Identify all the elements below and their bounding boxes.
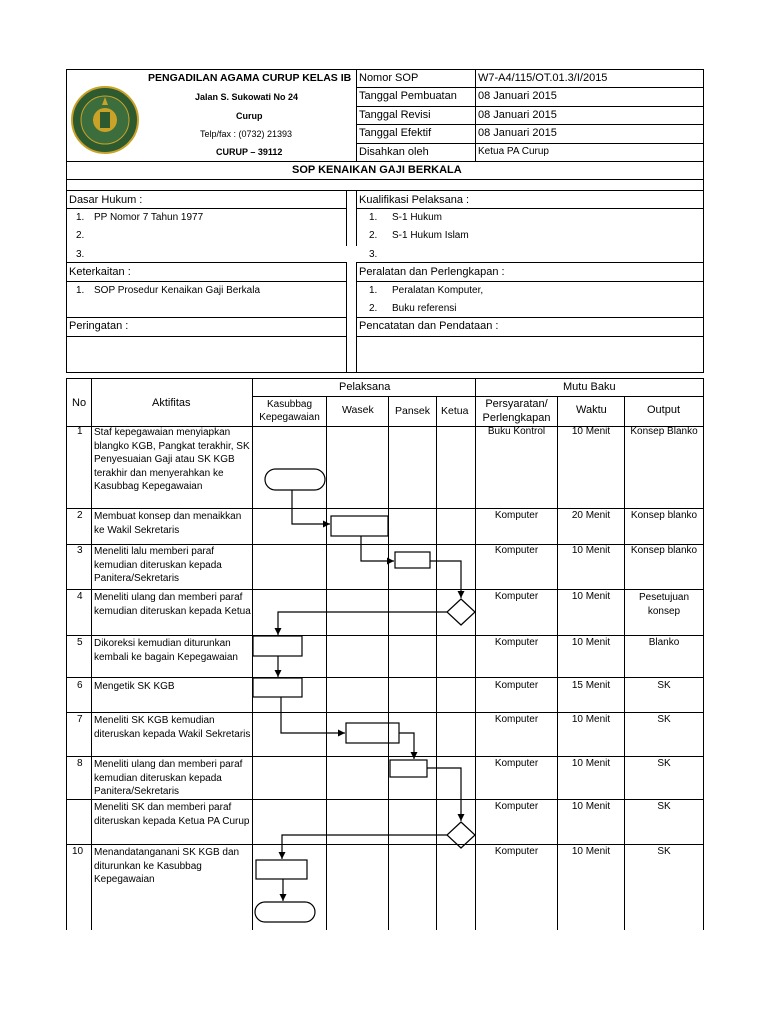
meta-label-pembuatan: Tanggal Pembuatan: [359, 90, 457, 102]
process-box-kasubbag-3: [256, 860, 307, 879]
dasar-hukum-item-1: PP Nomor 7 Tahun 1977: [94, 212, 204, 223]
row-activity: Staf kepegawaian menyiapkan blangko KGB, Pangkat terakhir, SK Penyesuaian Gaji atau SK KGB terakhir dan menyerahkan ke Kasubbag Kepegawaian: [94, 427, 250, 492]
kualifikasi-num-3: 3.: [369, 249, 378, 260]
kualifikasi-num-2: 2.: [369, 230, 378, 241]
org-name: PENGADILAN AGAMA CURUP KELAS IB: [148, 72, 352, 84]
row-requirement: Komputer: [494, 801, 539, 812]
meta-value-pembuatan: 08 Januari 2015: [478, 90, 557, 102]
row-time: 10 Menit: [571, 714, 611, 725]
col-header-persyaratan: Persyaratan/ Perlengkapan: [482, 398, 551, 424]
row-output: SK: [657, 846, 671, 857]
row-time: 20 Menit: [571, 510, 611, 521]
meta-value-revisi: 08 Januari 2015: [478, 109, 557, 121]
col-header-ketua: Ketua: [441, 405, 469, 417]
org-city: Curup: [236, 111, 263, 121]
row-no: 1: [77, 426, 83, 437]
connector-3-4: [430, 561, 461, 598]
row-activity: Meneliti lalu memberi paraf kemudian diteruskan kepada Panitera/Sekretaris: [94, 546, 222, 584]
row-requirement: Komputer: [494, 680, 539, 691]
org-postal: CURUP – 39112: [216, 147, 283, 157]
row-time: 10 Menit: [571, 637, 611, 648]
row-activity: Meneliti SK KGB kemudian diteruskan kepada Wakil Sekretaris: [94, 715, 251, 740]
row-time: 10 Menit: [571, 591, 611, 602]
row-activity: Meneliti ulang dan memberi paraf kemudian diteruskan kepada Panitera/Sekretaris: [94, 759, 243, 797]
meta-label-revisi: Tanggal Revisi: [359, 109, 431, 121]
row-activity: Dikoreksi kemudian diturunkan kembali ke bagain Kepegawaian: [94, 638, 238, 663]
connector-9-10: [282, 835, 447, 859]
kualifikasi-label: Kualifikasi Pelaksana :: [359, 194, 470, 206]
col-header-waktu: Waktu: [576, 404, 607, 416]
meta-value-efektif: 08 Januari 2015: [478, 127, 557, 139]
process-box-kasubbag-1: [253, 636, 302, 656]
row-no: 8: [77, 758, 83, 769]
row-no: 7: [77, 714, 83, 725]
dasar-hukum-label: Dasar Hukum :: [69, 194, 143, 206]
row-time: 10 Menit: [571, 846, 611, 857]
keterkaitan-label: Keterkaitan :: [69, 266, 131, 278]
connector-6-7: [281, 697, 345, 733]
meta-value-disahkan: Ketua PA Curup: [478, 146, 549, 157]
process-box-wasek-1: [331, 516, 388, 536]
meta-value-nomor: W7-A4/115/OT.01.3/I/2015: [478, 72, 608, 84]
row-activity: Mengetik SK KGB: [94, 681, 175, 692]
row-time: 10 Menit: [571, 758, 611, 769]
row-output: SK: [657, 758, 671, 769]
connector-2-3: [361, 536, 394, 561]
connector-7-8: [399, 733, 414, 759]
start-terminator: [265, 469, 325, 490]
row-requirement: Komputer: [494, 545, 539, 556]
row-requirement: Komputer: [494, 846, 539, 857]
decision-ketua-1: [447, 599, 475, 625]
row-output: Konsep blanko: [630, 510, 698, 521]
col-header-kasubbag: Kasubbag Kepegawaian: [259, 399, 320, 423]
peralatan-num-2: 2.: [369, 303, 378, 314]
row-time: 10 Menit: [571, 426, 611, 437]
meta-label-efektif: Tanggal Efektif: [359, 127, 432, 139]
pencatatan-label: Pencatatan dan Pendataan :: [359, 320, 499, 332]
row-output: Konsep Blanko: [630, 426, 698, 437]
row-output: SK: [657, 680, 671, 691]
row-activity: Meneliti SK dan memberi paraf diteruskan kepada Ketua PA Curup: [94, 802, 250, 827]
col-header-aktifitas: Aktifitas: [152, 397, 191, 409]
row-requirement: Komputer: [494, 637, 539, 648]
row-activity: Meneliti ulang dan memberi paraf kemudian diteruskan kepada Ketua: [94, 592, 251, 617]
peringatan-label: Peringatan :: [69, 320, 129, 332]
row-time: 15 Menit: [571, 680, 611, 691]
row-no: 10: [72, 846, 84, 857]
meta-label-nomor: Nomor SOP: [359, 72, 419, 84]
row-output: Konsep blanko: [630, 545, 698, 556]
row-output: SK: [657, 714, 671, 725]
col-header-pansek: Pansek: [395, 405, 431, 417]
col-header-mutu-baku: Mutu Baku: [563, 381, 616, 393]
row-output: SK: [657, 801, 671, 812]
row-requirement: Komputer: [494, 591, 539, 602]
row-time: 10 Menit: [571, 801, 611, 812]
row-activity: Membuat konsep dan menaikkan ke Wakil Sekretaris: [94, 511, 242, 536]
row-no: 5: [77, 637, 83, 648]
connector-1-2: [292, 490, 330, 524]
row-output: Blanko: [648, 637, 680, 648]
meta-label-disahkan: Disahkan oleh: [359, 146, 429, 158]
org-phone: Telp/fax : (0732) 21393: [200, 129, 293, 139]
col-header-output: Output: [647, 404, 681, 416]
peralatan-num-1: 1.: [369, 285, 378, 296]
row-requirement: Komputer: [494, 758, 539, 769]
row-time: 10 Menit: [571, 545, 611, 556]
connector-4-5: [278, 612, 447, 635]
peralatan-item-2: Buku referensi: [392, 303, 457, 314]
process-box-wasek-2: [346, 723, 399, 743]
col-header-wasek: Wasek: [342, 404, 374, 416]
row-no: 3: [77, 545, 83, 556]
kualifikasi-item-2: S-1 Hukum Islam: [392, 230, 469, 241]
kualifikasi-item-1: S-1 Hukum: [392, 212, 443, 223]
row-activity: Menandatanganani SK KGB dan diturunkan ke Kasubbag Kepegawaian: [94, 847, 240, 885]
end-terminator: [255, 902, 315, 922]
peralatan-item-1: Peralatan Komputer,: [392, 285, 484, 296]
row-requirement: Buku Kontrol: [487, 426, 546, 437]
dasar-hukum-num-2: 2.: [76, 230, 85, 241]
process-box-pansek-2: [390, 760, 427, 777]
decision-ketua-2: [447, 822, 475, 848]
row-no: 2: [77, 510, 83, 521]
row-requirement: Komputer: [494, 510, 539, 521]
connector-8-9: [427, 768, 461, 821]
dasar-hukum-num-1: 1.: [76, 212, 85, 223]
process-box-kasubbag-2: [253, 678, 302, 697]
process-box-pansek-1: [395, 552, 430, 568]
col-header-no: No: [72, 397, 87, 409]
row-requirement: Komputer: [494, 714, 539, 725]
kualifikasi-num-1: 1.: [369, 212, 378, 223]
dasar-hukum-num-3: 3.: [76, 249, 85, 260]
keterkaitan-num-1: 1.: [76, 285, 85, 296]
row-output: Pesetujuan konsep: [638, 592, 690, 617]
org-address: Jalan S. Sukowati No 24: [195, 92, 299, 102]
peralatan-label: Peralatan dan Perlengkapan :: [359, 266, 505, 278]
row-no: 4: [77, 591, 83, 602]
keterkaitan-item-1: SOP Prosedur Kenaikan Gaji Berkala: [94, 285, 261, 296]
row-no: 6: [77, 680, 83, 691]
col-header-pelaksana: Pelaksana: [339, 381, 391, 393]
document-title: SOP KENAIKAN GAJI BERKALA: [292, 164, 462, 176]
